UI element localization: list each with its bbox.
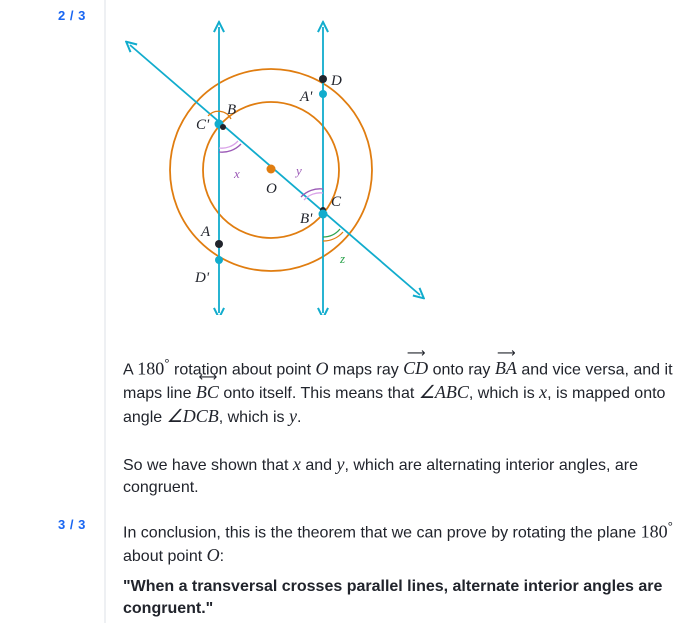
conclusion-paragraph: In conclusion, this is the theorem that we can prove by rotating the plane 180° about point O: (123, 519, 673, 566)
label-O: O (266, 181, 277, 197)
point-D-prime (215, 256, 223, 264)
label-D-prime: D' (195, 270, 210, 286)
label-B-prime: B' (300, 211, 313, 227)
point-B (220, 124, 226, 130)
ray-CD: ⟶ CD (403, 357, 428, 379)
angle-z-arc-1 (323, 229, 340, 237)
label-x: x (234, 166, 240, 181)
label-A-prime: A' (300, 89, 313, 105)
label-C-prime: C' (196, 117, 210, 133)
point-A-prime (319, 90, 327, 98)
theorem-statement: "When a transversal crosses parallel lines, alternate interior angles are congruent." (123, 578, 663, 617)
explanation-paragraph-1: A 180° rotation about point O maps ray ⟶ CD onto ray ⟶ BA and vice versa, and it maps line ⟷ BC onto itself. This means that ∠ABC, which is x, is mapped onto angle ∠DCB, which is y. (123, 353, 683, 429)
rotation-diagram (110, 15, 440, 315)
line-BC: ⟷ BC (196, 381, 219, 403)
label-A: A (201, 224, 211, 240)
label-z: z (340, 251, 346, 266)
point-D (319, 75, 327, 83)
step-indicator-3: 3 / 3 (58, 517, 86, 532)
step-rail (104, 0, 106, 623)
label-y: y (296, 163, 302, 178)
ray-BA: ⟶ BA (495, 357, 517, 379)
point-O (267, 165, 276, 174)
step-indicator-2: 2 / 3 (58, 8, 86, 23)
angle-x-arc-1 (219, 141, 238, 148)
point-A (215, 240, 223, 248)
explanation-paragraph-2: So we have shown that x and y, which are alternating interior angles, are congruent. (123, 454, 638, 496)
label-C: C (331, 194, 342, 210)
point-B-prime (319, 210, 328, 219)
label-D: D (331, 73, 342, 89)
label-B: B (227, 102, 237, 118)
